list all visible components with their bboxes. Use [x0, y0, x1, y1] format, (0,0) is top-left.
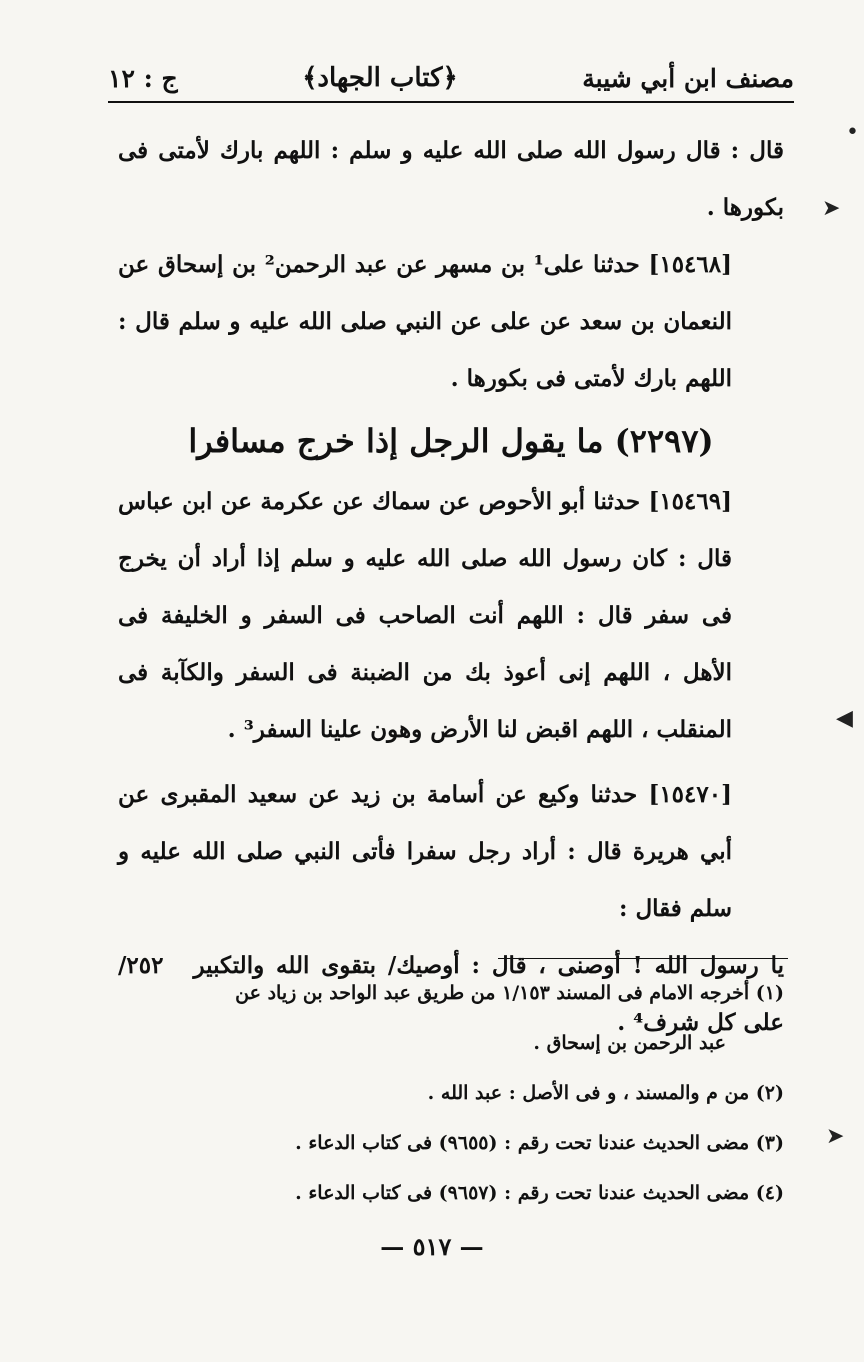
main-text [118, 122, 784, 1051]
hadith-paragraph: [١٥٤٦٨] حدثنا على¹ بن مسهر عن عبد الرحمن² بن إسحاق عن النعمان بن سعد عن على عن النبي صلى الله عليه و سلم قال : اللهم بارك لأمتى فى بكورها . [118, 251, 733, 392]
hadith-paragraph: [١٥٤٧٠] حدثنا وكيع عن أسامة بن زيد عن سعيد المقبرى عن أبي هريرة قال : أراد رجل سفرا فأتى النبي صلى الله عليه و سلم فقال : [118, 781, 732, 922]
footnote: (٤) مضى الحديث عندنا تحت رقم : (٩٦٥٧) فى كتاب الدعاء . [295, 1182, 784, 1204]
binding-mark-icon: ➤ [826, 1124, 845, 1149]
binding-mark-icon: ➤ [822, 196, 841, 221]
footnote: (٣) مضى الحديث عندنا تحت رقم : (٩٦٥٥) فى كتاب الدعاء . [295, 1132, 784, 1154]
margin-page-reference: ٢٥٢/ [118, 952, 164, 979]
hadith-paragraph: [١٥٤٦٩] حدثنا أبو الأحوص عن سماك عن عكرمة عن ابن عباس قال : كان رسول الله صلى الله عليه و سلم إذا أراد أن يخرج فى سفر قال : اللهم أنت الصاحب فى السفر و الخليفة فى الأهل ، اللهم إنى أعوذ بك من الضبنة فى السفر والكآبة فى المنقلب ، اللهم اقبض لنا الأرض وهون علينا السفر³ . [118, 488, 732, 743]
footnote-rule [498, 958, 788, 959]
footnote-continuation: عبد الرحمن بن إسحاق . [533, 1032, 726, 1054]
chapter-heading: (٢٢٩٧) ما يقول الرجل إذا خرج مسافرا [188, 422, 714, 460]
binding-mark-icon: ◀ [836, 706, 853, 731]
header-rule [108, 101, 794, 103]
page-number: — ٥١٧ — [380, 1232, 484, 1261]
footnotes [118, 968, 784, 1218]
footnote: (١) أخرجه الامام فى المسند ١/١٥٣ من طريق عبد الواحد بن زياد عن [235, 982, 784, 1004]
header-volume: ج : ١٢ [108, 63, 178, 93]
header-chapter-title: ﴿كتاب الجهاد﴾ [302, 63, 458, 93]
paragraph: قال : قال رسول الله صلى الله عليه و سلم : اللهم بارك لأمتى فى بكورها . [118, 137, 784, 221]
hadith-text: يا رسول الله ! أوصنى ، قال : أوصيك/ بتقوى الله والتكبير على كل شرف⁴ . [193, 952, 784, 1036]
footnote: (٢) من م والمسند ، و فى الأصل : عبد الله . [427, 1082, 784, 1104]
binding-mark-icon: • [846, 120, 859, 145]
header-book-title: مصنف ابن أبي شيبة [582, 63, 794, 93]
running-header [108, 56, 794, 100]
